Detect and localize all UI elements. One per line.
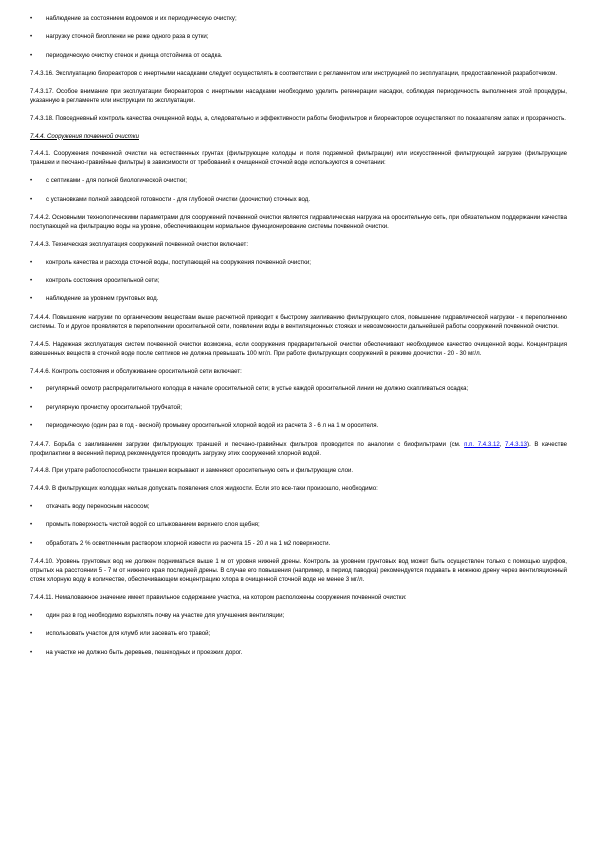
list-item-text: наблюдение за уровнем грунтовых вод. (46, 295, 159, 303)
paragraph-7-4-3-17: 7.4.3.17. Особое внимание при эксплуатации биореакторов с инертными насадками необходимо уделить регенерации насадки, соблюдая периодичность выполнения этой процедуры, указанную в регламенте или инструкции по эксплуатации. (30, 88, 567, 105)
list-item (30, 629, 567, 638)
bullet-icon: • (30, 15, 33, 22)
paragraph-text: 7.4.4.7. Борьба с заиливанием загрузки фильтрующих траншей и песчано-гравийных фильтров проводится по аналогии с биофильтрами (см. (30, 440, 461, 448)
bullet-icon: • (30, 521, 33, 529)
list-item-text: регулярный осмотр распределительного колодца в начале оросительной сети; в устье каждой оросительной линии не должно скапливаться осадка; (46, 385, 469, 393)
list-item (30, 502, 567, 511)
list-item (30, 403, 567, 412)
bullet-icon: • (30, 630, 33, 638)
paragraph-7-4-4-11: 7.4.4.11. Немаловажное значение имеет правильное содержание участка, на котором расположены сооружения почвенной очистки: (30, 594, 407, 602)
paragraph-7-4-4-2: 7.4.4.2. Основными технологическими параметрами для сооружений почвенной очистки является гидравлическая нагрузка на оросительную сеть, при обязательном поддержании качества поступающей на фильтрацию воды на уровне, обеспечивающем нормальное функционирование системы почвенной очистки. (30, 214, 567, 231)
list-item-text: один раз в год необходимо взрыхлять почву на участке для улучшения вентиляции; (46, 611, 285, 619)
bullet-icon: • (30, 258, 33, 266)
list-item-text: с септиками - для полной биологической очистки; (46, 177, 187, 185)
bullet-icon: • (30, 422, 33, 430)
list-item-text: наблюдение за состоянием водоемов и их периодическую очистку; (46, 15, 237, 22)
bullet-icon: • (30, 51, 33, 59)
list-item (30, 539, 567, 548)
paragraph-text: ). В качестве профилактики в весенний период рекомендуется проводить загрузку этих сооружений хлорной водой. (30, 440, 568, 457)
section-heading: 7.4.4. Сооружения почвенной очистки (30, 132, 139, 140)
list-item-text: с установками полной заводской готовности - для глубокой очистки (доочистки) сточных вод. (46, 195, 311, 203)
bullet-icon: • (30, 611, 33, 619)
list-item-text: использовать участок для клумб или засевать его травой; (46, 630, 211, 638)
list-item (30, 51, 567, 60)
list-item-text: обработать 2 % осветленным раствором хлорной извести из расчета 15 - 20 л на 1 м2 поверхности. (46, 539, 331, 547)
list-item-text: контроль состояния оросительной сети; (46, 277, 160, 284)
paragraph-7-4-4-3: 7.4.4.3. Техническая эксплуатация сооружений почвенной очистки включает: (30, 240, 249, 248)
list-item-text: периодическую (один раз в год - весной) промывку оросительной хлорной водой из расчета 3 - 6 л на 1 м оросителя. (46, 422, 379, 430)
bullet-icon: • (30, 539, 33, 547)
list-item (30, 384, 567, 393)
paragraph-7-4-4-5: 7.4.4.5. Надежная эксплуатация систем почвенной очистки возможна, если сооружения предварительной очистки обеспечивают необходимое качество очищенной воды. Концентрация взвешенных веществ в сточной воде после септиков не должна превышать 100 мг/л. При работе фильтрующих сооружений в режиме доочистки - 20 - 30 мг/л. (30, 340, 567, 357)
bullet-icon: • (30, 648, 33, 656)
list-item-text: регулярную прочистку оросительной трубчатой; (46, 403, 182, 411)
paragraph-7-4-4-9: 7.4.4.9. В фильтрующих колодцах нельзя допускать появления слоя жидкости. Если это все-таки произошло, необходимо: (30, 485, 378, 493)
link-7-4-3-12[interactable]: п.п. 7.4.3.12 (464, 440, 500, 448)
list-item (30, 421, 567, 430)
bullet-icon: • (30, 177, 33, 185)
list-item (30, 520, 567, 529)
list-item (30, 32, 567, 41)
document-body (30, 14, 567, 666)
list-item-text: периодическую очистку стенок и днища отстойника от осадка. (46, 51, 223, 59)
link-separator: , (499, 440, 506, 448)
paragraph-7-4-4-1: 7.4.4.1. Сооружения почвенной очистки на естественных грунтах (фильтрующие колодцы и поля подземной фильтрации) или искусственной фильтрующей загрузке (фильтрующие траншеи и песчано-гравийные фильтры) в зависимости от требований к очищенной сточной воде используются в сочетании: (30, 150, 567, 167)
list-item-text: откачать воду переносным насосом; (46, 502, 150, 510)
bullet-icon: • (30, 277, 33, 284)
list-item (30, 258, 567, 267)
list-item (30, 176, 567, 185)
bullet-icon: • (30, 195, 33, 203)
list-item-text: контроль качества и расхода сточной воды, поступающей на сооружения почвенной очистки; (46, 258, 311, 266)
paragraph-7-4-4-10: 7.4.4.10. Уровень грунтовых вод не должен подниматься выше 1 м от уровня нижней дрены. Контроль за уровнем грунтовых вод может быть осуществлен только с помощью шурфов, отрытых на расстоянии 5 - 7 м от нижнего края последней дрены. В случае его повышения (например, в период паводка) рекомендуется подавать в нижнюю дрену через вентиляционный стояк хлорную воду в количестве, обеспечивающем концентрацию хлора в очищенной сточной воде не менее 3 мг/л. (30, 558, 567, 584)
list-item (30, 294, 567, 303)
list-item (30, 611, 567, 620)
link-7-4-3-13[interactable]: 7.4.3.13 (505, 440, 528, 448)
bullet-icon: • (30, 502, 33, 510)
bullet-icon: • (30, 385, 33, 393)
bullet-icon: • (30, 295, 33, 303)
list-item-text: на участке не должно быть деревьев, пешеходных и проезжих дорог. (46, 648, 243, 656)
paragraph-7-4-4-6: 7.4.4.6. Контроль состояния и обслуживание оросительной сети включает: (30, 367, 242, 375)
bullet-icon: • (30, 403, 33, 411)
bullet-icon: • (30, 33, 33, 41)
paragraph-7-4-4-4: 7.4.4.4. Повышение нагрузки по органическим веществам выше расчетной приводит к быстрому заиливанию фильтрующего слоя, повышение гидравлической нагрузки - к переполнению системы. То и другое проявляется в переполнении оросительной сети, появлении воды в вентиляционных стояках и невозможности дальнейшей работы сооружений почвенной очистки. (30, 313, 567, 331)
paragraph-7-4-4-7 (30, 440, 567, 458)
list-item (30, 276, 567, 285)
list-item (30, 195, 567, 204)
paragraph-7-4-3-16: 7.4.3.16. Эксплуатацию биореакторов с инертными насадками следует осуществлять в соответствии с регламентом или инструкцией по эксплуатации, предоставленной разработчиком. (30, 70, 558, 78)
list-item-text: промыть поверхность чистой водой со штыкованием верхнего слоя щебня; (46, 521, 260, 529)
paragraph-7-4-3-18: 7.4.3.18. Повседневный контроль качества очищенной воды, а, следовательно и эффективности работы биофильтров и биореакторов осуществляют по показателям запах и прозрачность. (30, 114, 566, 122)
paragraph-7-4-4-8: 7.4.4.8. При утрате работоспособности траншеи вскрывают и заменяют оросительную сеть и фильтрующие слои. (30, 467, 354, 475)
list-item (30, 14, 567, 23)
list-item (30, 648, 567, 657)
list-item-text: нагрузку сточной биопленки не реже одного раза в сутки; (46, 33, 209, 41)
